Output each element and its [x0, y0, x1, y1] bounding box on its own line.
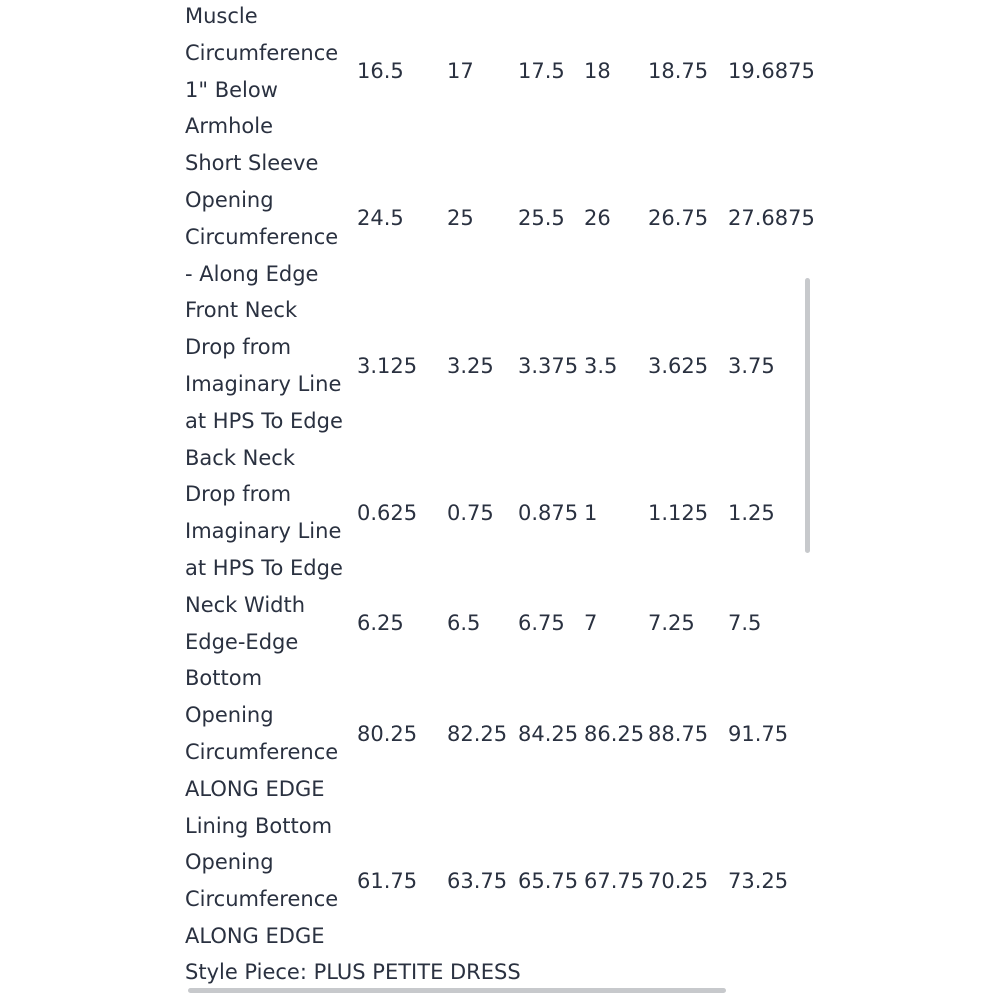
size-value: 3.25 [447, 353, 494, 378]
table-row [185, 660, 825, 807]
size-value: 7 [584, 611, 598, 636]
size-value: 16.5 [357, 59, 404, 84]
size-value: 88.75 [648, 721, 709, 746]
measurement-label: Lining Bottom Opening Circumference ALONG EDGE [185, 813, 339, 948]
table-row [185, 440, 825, 587]
size-value: 19.6875 [728, 59, 815, 84]
style-piece-title: Style Piece: PLUS PETITE DRESS [185, 960, 521, 984]
horizontal-scrollbar[interactable] [188, 988, 726, 993]
size-value: 6.75 [518, 611, 565, 636]
table-row [185, 292, 825, 439]
table-row [185, 587, 825, 661]
size-value: 18 [584, 59, 611, 84]
size-value: 86.25 [584, 721, 645, 746]
vertical-scrollbar[interactable] [805, 278, 810, 553]
size-value: 82.25 [447, 721, 508, 746]
size-value: 67.75 [584, 868, 645, 893]
size-value: 26 [584, 206, 611, 231]
measurement-label: Muscle Circumference 1" Below Armhole [185, 4, 339, 139]
size-value: 25.5 [518, 206, 565, 231]
size-value: 1 [584, 500, 598, 525]
size-value: 0.625 [357, 500, 418, 525]
size-value: 3.75 [728, 353, 775, 378]
size-value: 17 [447, 59, 474, 84]
size-value: 18.75 [648, 59, 709, 84]
measurement-label: Neck Width Edge-Edge [185, 592, 306, 654]
size-value: 1.125 [648, 500, 709, 525]
table-row [185, 145, 825, 292]
size-value: 70.25 [648, 868, 709, 893]
measurement-label: Short Sleeve Opening Circumference - Along Edge [185, 151, 339, 286]
size-spec-table [185, 0, 825, 955]
size-value: 24.5 [357, 206, 404, 231]
table-row [185, 0, 825, 145]
size-value: 6.5 [447, 611, 481, 636]
size-value: 7.25 [648, 611, 695, 636]
size-value: 17.5 [518, 59, 565, 84]
size-value: 1.25 [728, 500, 775, 525]
size-value: 7.5 [728, 611, 762, 636]
size-value: 61.75 [357, 868, 418, 893]
size-value: 91.75 [728, 721, 789, 746]
size-value: 3.5 [584, 353, 618, 378]
size-value: 0.75 [447, 500, 494, 525]
size-value: 27.6875 [728, 206, 815, 231]
table-row [185, 808, 825, 955]
size-value: 3.375 [518, 353, 579, 378]
size-value: 0.875 [518, 500, 579, 525]
size-value: 26.75 [648, 206, 709, 231]
size-value: 73.25 [728, 868, 789, 893]
size-value: 3.125 [357, 353, 418, 378]
measurement-label: Front Neck Drop from Imaginary Line at HPS To Edge [185, 298, 343, 433]
measurement-label: Bottom Opening Circumference ALONG EDGE [185, 666, 339, 801]
size-value: 63.75 [447, 868, 508, 893]
size-value: 84.25 [518, 721, 579, 746]
size-value: 3.625 [648, 353, 709, 378]
measurement-label: Back Neck Drop from Imaginary Line at HPS To Edge [185, 445, 343, 580]
size-value: 65.75 [518, 868, 579, 893]
size-value: 6.25 [357, 611, 404, 636]
size-value: 80.25 [357, 721, 418, 746]
size-value: 25 [447, 206, 474, 231]
